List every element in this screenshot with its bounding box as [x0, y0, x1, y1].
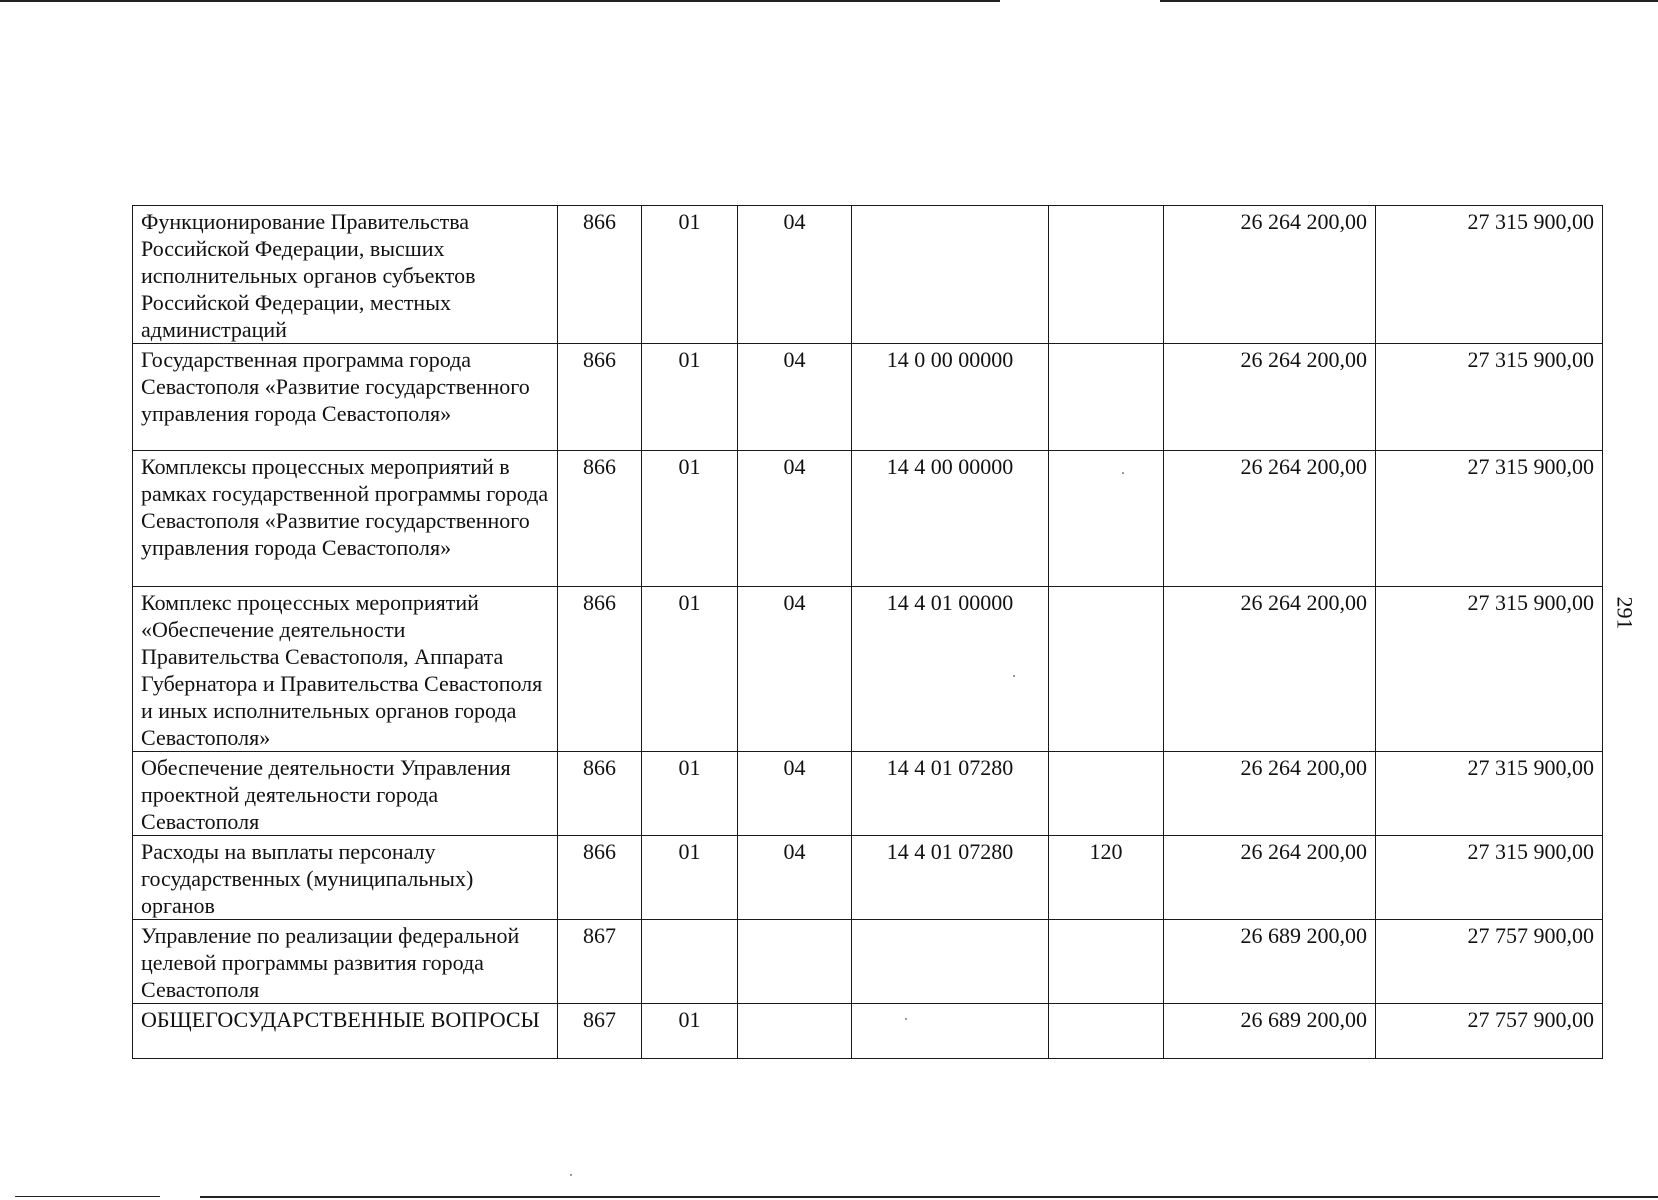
amount-year-2-cell: 27 315 900,00 — [1376, 206, 1603, 344]
row-name-cell: Обеспечение деятельности Управления проектной деятельности города Севастополя — [133, 752, 558, 836]
target-article-cell: 14 4 01 07280 — [852, 752, 1049, 836]
expense-type-cell — [1049, 1004, 1164, 1059]
expense-type-cell — [1049, 752, 1164, 836]
amount-year-2-cell: 27 315 900,00 — [1376, 836, 1603, 920]
amount-year-2-cell: 27 315 900,00 — [1376, 587, 1603, 752]
section-code-cell: 01 — [642, 344, 738, 451]
amount-year-2-cell: 27 315 900,00 — [1376, 451, 1603, 587]
amount-year-1-cell: 26 264 200,00 — [1164, 451, 1376, 587]
subsection-code-cell: 04 — [738, 587, 852, 752]
expense-type-cell: 120 — [1049, 836, 1164, 920]
ved-code-cell: 867 — [558, 1004, 642, 1059]
table-row — [133, 752, 1603, 836]
section-code-cell: 01 — [642, 587, 738, 752]
subsection-code-cell: 04 — [738, 451, 852, 587]
target-article-cell: 14 4 01 07280 — [852, 836, 1049, 920]
row-name-cell: Управление по реализации федеральной целевой программы развития города Севастополя — [133, 920, 558, 1004]
target-article-cell — [852, 920, 1049, 1004]
subsection-code-cell: 04 — [738, 206, 852, 344]
page-number: 291 — [1612, 596, 1638, 630]
table-row — [133, 206, 1603, 344]
target-article-cell: 14 4 00 00000 — [852, 451, 1049, 587]
table-row — [133, 1004, 1603, 1059]
section-code-cell: 01 — [642, 752, 738, 836]
ved-code-cell: 866 — [558, 836, 642, 920]
expense-type-cell — [1049, 587, 1164, 752]
ved-code-cell: 866 — [558, 206, 642, 344]
amount-year-2-cell: 27 757 900,00 — [1376, 920, 1603, 1004]
row-name-cell: Функционирование Правительства Российской Федерации, высших исполнительных органов субъектов Российской Федерации, местных администраций — [133, 206, 558, 344]
expense-type-cell — [1049, 206, 1164, 344]
scan-edge-top-left — [0, 0, 1000, 2]
amount-year-1-cell: 26 264 200,00 — [1164, 752, 1376, 836]
amount-year-1-cell: 26 264 200,00 — [1164, 587, 1376, 752]
scan-speck — [570, 1174, 572, 1176]
expense-type-cell — [1049, 920, 1164, 1004]
subsection-code-cell: 04 — [738, 344, 852, 451]
amount-year-2-cell: 27 315 900,00 — [1376, 344, 1603, 451]
amount-year-1-cell: 26 689 200,00 — [1164, 1004, 1376, 1059]
row-name-cell: Комплексы процессных мероприятий в рамках государственной программы города Севастополя «Развитие государственного управления города Севастополя» — [133, 451, 558, 587]
target-article-cell — [852, 206, 1049, 344]
expense-type-cell — [1049, 344, 1164, 451]
budget-table — [132, 205, 1603, 1059]
row-name-cell: Государственная программа города Севастополя «Развитие государственного управления города Севастополя» — [133, 344, 558, 451]
ved-code-cell: 866 — [558, 587, 642, 752]
scan-edge-bottom-left — [15, 1196, 160, 1197]
ved-code-cell: 866 — [558, 752, 642, 836]
amount-year-1-cell: 26 264 200,00 — [1164, 344, 1376, 451]
subsection-code-cell — [738, 1004, 852, 1059]
section-code-cell: 01 — [642, 1004, 738, 1059]
row-name-cell: Расходы на выплаты персоналу государственных (муниципальных) органов — [133, 836, 558, 920]
row-name-cell: Комплекс процессных мероприятий «Обеспечение деятельности Правительства Севастополя, Аппарата Губернатора и Правительства Севастополя и иных исполнительных органов города Севастополя» — [133, 587, 558, 752]
expense-type-cell — [1049, 451, 1164, 587]
target-article-cell — [852, 1004, 1049, 1059]
table-row — [133, 587, 1603, 752]
target-article-cell: 14 0 00 00000 — [852, 344, 1049, 451]
ved-code-cell: 866 — [558, 451, 642, 587]
section-code-cell — [642, 920, 738, 1004]
section-code-cell: 01 — [642, 206, 738, 344]
target-article-cell: 14 4 01 00000 — [852, 587, 1049, 752]
section-code-cell: 01 — [642, 836, 738, 920]
table-row — [133, 344, 1603, 451]
amount-year-1-cell: 26 264 200,00 — [1164, 206, 1376, 344]
table-row — [133, 920, 1603, 1004]
amount-year-1-cell: 26 689 200,00 — [1164, 920, 1376, 1004]
ved-code-cell: 866 — [558, 344, 642, 451]
row-name-cell: ОБЩЕГОСУДАРСТВЕННЫЕ ВОПРОСЫ — [133, 1004, 558, 1059]
scan-edge-bottom — [200, 1196, 1658, 1198]
subsection-code-cell: 04 — [738, 836, 852, 920]
table-row — [133, 836, 1603, 920]
section-code-cell: 01 — [642, 451, 738, 587]
subsection-code-cell: 04 — [738, 752, 852, 836]
ved-code-cell: 867 — [558, 920, 642, 1004]
scan-edge-top-right — [1160, 0, 1658, 2]
subsection-code-cell — [738, 920, 852, 1004]
amount-year-2-cell: 27 315 900,00 — [1376, 752, 1603, 836]
table-row — [133, 451, 1603, 587]
amount-year-1-cell: 26 264 200,00 — [1164, 836, 1376, 920]
amount-year-2-cell: 27 757 900,00 — [1376, 1004, 1603, 1059]
